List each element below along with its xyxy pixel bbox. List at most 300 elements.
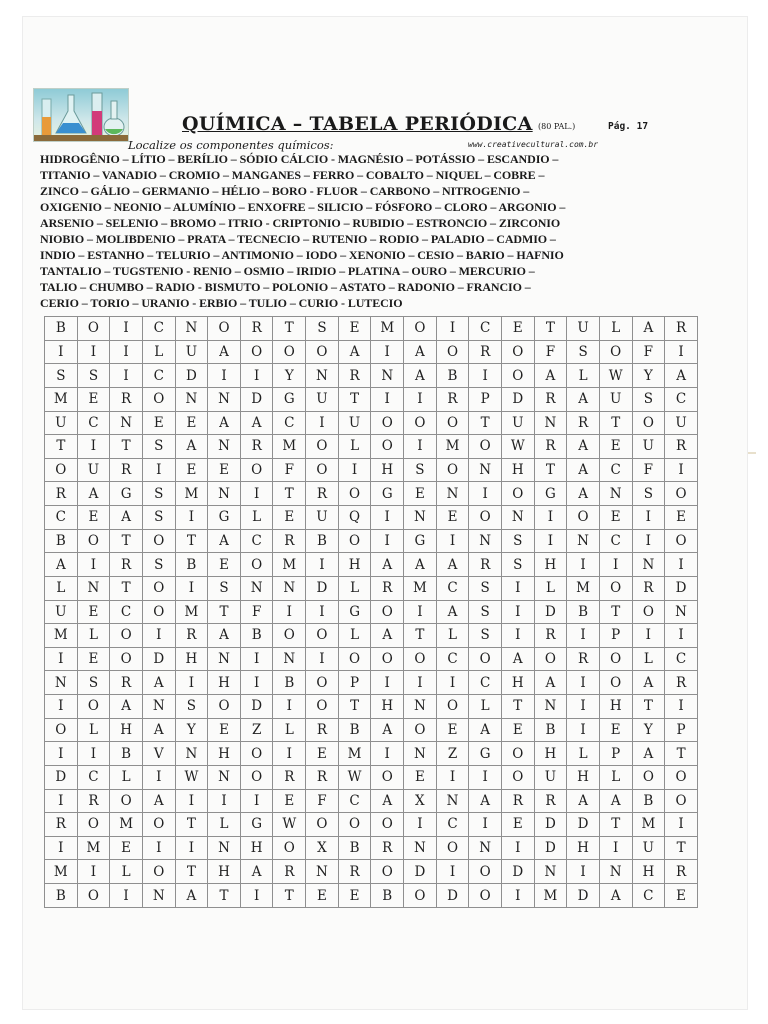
grid-cell[interactable]: N	[208, 765, 241, 789]
grid-cell[interactable]: G	[110, 482, 143, 506]
grid-cell[interactable]: E	[77, 387, 110, 411]
grid-cell[interactable]: I	[273, 695, 306, 719]
grid-cell[interactable]: R	[534, 387, 567, 411]
grid-cell[interactable]: R	[567, 411, 600, 435]
grid-cell[interactable]: O	[404, 718, 437, 742]
grid-cell[interactable]: O	[599, 671, 632, 695]
grid-cell[interactable]: R	[665, 860, 698, 884]
grid-cell[interactable]: B	[45, 317, 78, 341]
grid-cell[interactable]: O	[501, 742, 534, 766]
grid-cell[interactable]: R	[371, 836, 404, 860]
grid-cell[interactable]: R	[338, 860, 371, 884]
grid-cell[interactable]: M	[45, 624, 78, 648]
grid-cell[interactable]: H	[567, 765, 600, 789]
grid-cell[interactable]: E	[599, 435, 632, 459]
grid-cell[interactable]: H	[632, 860, 665, 884]
grid-cell[interactable]: A	[404, 364, 437, 388]
grid-cell[interactable]: O	[371, 600, 404, 624]
grid-cell[interactable]: H	[371, 695, 404, 719]
grid-cell[interactable]: I	[371, 529, 404, 553]
grid-cell[interactable]: L	[273, 718, 306, 742]
grid-cell[interactable]: I	[534, 529, 567, 553]
grid-cell[interactable]: I	[665, 340, 698, 364]
grid-cell[interactable]: I	[45, 647, 78, 671]
grid-cell[interactable]: O	[77, 317, 110, 341]
grid-cell[interactable]: I	[371, 742, 404, 766]
grid-cell[interactable]: Y	[632, 364, 665, 388]
grid-cell[interactable]: O	[142, 860, 175, 884]
grid-cell[interactable]: I	[665, 458, 698, 482]
grid-cell[interactable]: L	[436, 624, 469, 648]
grid-cell[interactable]: O	[371, 813, 404, 837]
grid-cell[interactable]: I	[567, 553, 600, 577]
grid-cell[interactable]: R	[77, 789, 110, 813]
grid-cell[interactable]: A	[632, 671, 665, 695]
grid-cell[interactable]: C	[142, 317, 175, 341]
grid-cell[interactable]: A	[77, 482, 110, 506]
grid-cell[interactable]: A	[208, 529, 241, 553]
grid-cell[interactable]: O	[338, 529, 371, 553]
grid-cell[interactable]: I	[632, 506, 665, 530]
grid-cell[interactable]: O	[338, 813, 371, 837]
grid-cell[interactable]: O	[469, 435, 502, 459]
grid-cell[interactable]: R	[110, 553, 143, 577]
grid-cell[interactable]: T	[534, 317, 567, 341]
grid-cell[interactable]: A	[142, 789, 175, 813]
grid-cell[interactable]: O	[404, 884, 437, 908]
grid-cell[interactable]: W	[501, 435, 534, 459]
grid-cell[interactable]: U	[306, 387, 339, 411]
grid-cell[interactable]: M	[338, 742, 371, 766]
grid-cell[interactable]: A	[567, 387, 600, 411]
grid-cell[interactable]: C	[469, 317, 502, 341]
grid-cell[interactable]: A	[599, 884, 632, 908]
grid-cell[interactable]: F	[632, 340, 665, 364]
grid-cell[interactable]: A	[371, 553, 404, 577]
grid-cell[interactable]: G	[240, 813, 273, 837]
grid-cell[interactable]: F	[273, 458, 306, 482]
grid-cell[interactable]: U	[501, 411, 534, 435]
grid-cell[interactable]: L	[45, 576, 78, 600]
grid-cell[interactable]: O	[273, 340, 306, 364]
grid-cell[interactable]: R	[534, 624, 567, 648]
grid-cell[interactable]: W	[599, 364, 632, 388]
grid-cell[interactable]: T	[632, 695, 665, 719]
grid-cell[interactable]: S	[142, 435, 175, 459]
grid-cell[interactable]: U	[306, 506, 339, 530]
grid-cell[interactable]: A	[142, 718, 175, 742]
grid-cell[interactable]: B	[436, 364, 469, 388]
grid-cell[interactable]: D	[404, 860, 437, 884]
grid-cell[interactable]: O	[306, 435, 339, 459]
grid-cell[interactable]: M	[175, 600, 208, 624]
grid-cell[interactable]: O	[534, 647, 567, 671]
grid-cell[interactable]: A	[665, 364, 698, 388]
grid-cell[interactable]: L	[469, 695, 502, 719]
grid-cell[interactable]: I	[436, 860, 469, 884]
grid-cell[interactable]: A	[567, 789, 600, 813]
grid-cell[interactable]: E	[208, 458, 241, 482]
grid-cell[interactable]: E	[338, 884, 371, 908]
grid-cell[interactable]: G	[208, 506, 241, 530]
grid-cell[interactable]: A	[142, 671, 175, 695]
grid-cell[interactable]: R	[306, 482, 339, 506]
grid-cell[interactable]: U	[338, 411, 371, 435]
grid-cell[interactable]: R	[175, 624, 208, 648]
grid-cell[interactable]: F	[632, 458, 665, 482]
grid-cell[interactable]: G	[469, 742, 502, 766]
grid-cell[interactable]: O	[436, 836, 469, 860]
grid-cell[interactable]: O	[501, 340, 534, 364]
grid-cell[interactable]: A	[175, 435, 208, 459]
grid-cell[interactable]: R	[338, 364, 371, 388]
grid-cell[interactable]: N	[534, 695, 567, 719]
grid-cell[interactable]: R	[273, 529, 306, 553]
grid-cell[interactable]: I	[371, 671, 404, 695]
grid-cell[interactable]: L	[534, 576, 567, 600]
grid-cell[interactable]: I	[110, 317, 143, 341]
grid-cell[interactable]: L	[77, 718, 110, 742]
grid-cell[interactable]: I	[240, 789, 273, 813]
grid-cell[interactable]: S	[77, 364, 110, 388]
grid-cell[interactable]: C	[77, 765, 110, 789]
grid-cell[interactable]: H	[208, 860, 241, 884]
grid-cell[interactable]: A	[208, 624, 241, 648]
grid-cell[interactable]: O	[436, 458, 469, 482]
grid-cell[interactable]: E	[665, 884, 698, 908]
grid-cell[interactable]: B	[567, 600, 600, 624]
grid-cell[interactable]: X	[306, 836, 339, 860]
grid-cell[interactable]: I	[404, 387, 437, 411]
grid-cell[interactable]: I	[45, 789, 78, 813]
grid-cell[interactable]: N	[567, 529, 600, 553]
grid-cell[interactable]: I	[306, 553, 339, 577]
grid-cell[interactable]: V	[142, 742, 175, 766]
grid-cell[interactable]: U	[45, 411, 78, 435]
grid-cell[interactable]: R	[110, 458, 143, 482]
grid-cell[interactable]: U	[632, 836, 665, 860]
grid-cell[interactable]: G	[404, 529, 437, 553]
grid-cell[interactable]: O	[404, 317, 437, 341]
grid-cell[interactable]: O	[665, 765, 698, 789]
grid-cell[interactable]: T	[338, 695, 371, 719]
grid-cell[interactable]: O	[273, 836, 306, 860]
grid-cell[interactable]: T	[599, 600, 632, 624]
grid-cell[interactable]: B	[534, 718, 567, 742]
grid-cell[interactable]: L	[208, 813, 241, 837]
grid-cell[interactable]: O	[371, 860, 404, 884]
grid-cell[interactable]: I	[404, 671, 437, 695]
grid-cell[interactable]: I	[567, 624, 600, 648]
grid-cell[interactable]: A	[436, 553, 469, 577]
grid-cell[interactable]: A	[208, 340, 241, 364]
grid-cell[interactable]: O	[240, 742, 273, 766]
grid-cell[interactable]: R	[240, 317, 273, 341]
grid-cell[interactable]: O	[240, 458, 273, 482]
grid-cell[interactable]: S	[501, 553, 534, 577]
grid-cell[interactable]: F	[534, 340, 567, 364]
grid-cell[interactable]: A	[632, 742, 665, 766]
grid-cell[interactable]: N	[240, 576, 273, 600]
grid-cell[interactable]: S	[469, 576, 502, 600]
grid-cell[interactable]: I	[371, 506, 404, 530]
grid-cell[interactable]: I	[110, 364, 143, 388]
grid-cell[interactable]: U	[534, 765, 567, 789]
grid-cell[interactable]: C	[665, 387, 698, 411]
grid-cell[interactable]: O	[469, 506, 502, 530]
grid-cell[interactable]: A	[534, 364, 567, 388]
grid-cell[interactable]: S	[632, 387, 665, 411]
grid-cell[interactable]: O	[45, 458, 78, 482]
grid-cell[interactable]: R	[632, 576, 665, 600]
grid-cell[interactable]: I	[77, 435, 110, 459]
grid-cell[interactable]: R	[469, 553, 502, 577]
grid-cell[interactable]: W	[338, 765, 371, 789]
grid-cell[interactable]: R	[567, 647, 600, 671]
grid-cell[interactable]: I	[45, 340, 78, 364]
grid-cell[interactable]: C	[436, 576, 469, 600]
grid-cell[interactable]: I	[371, 340, 404, 364]
grid-cell[interactable]: I	[501, 624, 534, 648]
grid-cell[interactable]: I	[110, 340, 143, 364]
grid-cell[interactable]: O	[469, 647, 502, 671]
grid-cell[interactable]: A	[208, 411, 241, 435]
grid-cell[interactable]: U	[567, 317, 600, 341]
grid-cell[interactable]: A	[175, 884, 208, 908]
grid-cell[interactable]: H	[534, 553, 567, 577]
grid-cell[interactable]: I	[469, 765, 502, 789]
grid-cell[interactable]: I	[501, 836, 534, 860]
grid-cell[interactable]: I	[240, 884, 273, 908]
grid-cell[interactable]: I	[273, 742, 306, 766]
grid-cell[interactable]: D	[175, 364, 208, 388]
grid-cell[interactable]: N	[175, 387, 208, 411]
grid-cell[interactable]: M	[273, 553, 306, 577]
grid-cell[interactable]: L	[142, 340, 175, 364]
grid-cell[interactable]: C	[436, 813, 469, 837]
grid-cell[interactable]: E	[306, 884, 339, 908]
grid-cell[interactable]: R	[306, 718, 339, 742]
grid-cell[interactable]: A	[371, 718, 404, 742]
grid-cell[interactable]: I	[77, 340, 110, 364]
grid-cell[interactable]: A	[469, 718, 502, 742]
grid-cell[interactable]: E	[77, 506, 110, 530]
grid-cell[interactable]: I	[142, 836, 175, 860]
grid-cell[interactable]: O	[240, 765, 273, 789]
grid-cell[interactable]: R	[665, 671, 698, 695]
grid-cell[interactable]: X	[404, 789, 437, 813]
grid-cell[interactable]: H	[501, 671, 534, 695]
grid-cell[interactable]: H	[208, 671, 241, 695]
grid-cell[interactable]: B	[110, 742, 143, 766]
grid-cell[interactable]: A	[110, 506, 143, 530]
grid-cell[interactable]: D	[501, 860, 534, 884]
grid-cell[interactable]: M	[436, 435, 469, 459]
grid-cell[interactable]: R	[306, 765, 339, 789]
grid-cell[interactable]: I	[240, 364, 273, 388]
grid-cell[interactable]: B	[306, 529, 339, 553]
grid-cell[interactable]: L	[77, 624, 110, 648]
grid-cell[interactable]: O	[77, 695, 110, 719]
grid-cell[interactable]: R	[110, 671, 143, 695]
grid-cell[interactable]: N	[436, 482, 469, 506]
grid-cell[interactable]: N	[371, 364, 404, 388]
grid-cell[interactable]: O	[273, 624, 306, 648]
grid-cell[interactable]: Y	[632, 718, 665, 742]
grid-cell[interactable]: C	[665, 647, 698, 671]
grid-cell[interactable]: T	[175, 813, 208, 837]
grid-cell[interactable]: I	[501, 576, 534, 600]
grid-cell[interactable]: F	[240, 600, 273, 624]
grid-cell[interactable]: S	[175, 695, 208, 719]
grid-cell[interactable]: A	[404, 340, 437, 364]
grid-cell[interactable]: B	[45, 529, 78, 553]
grid-cell[interactable]: E	[599, 506, 632, 530]
grid-cell[interactable]: I	[599, 836, 632, 860]
grid-cell[interactable]: I	[469, 482, 502, 506]
grid-cell[interactable]: I	[665, 624, 698, 648]
grid-cell[interactable]: I	[77, 860, 110, 884]
grid-cell[interactable]: T	[175, 860, 208, 884]
grid-cell[interactable]: C	[436, 647, 469, 671]
grid-cell[interactable]: I	[77, 553, 110, 577]
grid-cell[interactable]: O	[306, 340, 339, 364]
grid-cell[interactable]: N	[273, 647, 306, 671]
grid-cell[interactable]: N	[175, 317, 208, 341]
grid-cell[interactable]: N	[665, 600, 698, 624]
grid-cell[interactable]: T	[599, 411, 632, 435]
grid-cell[interactable]: I	[208, 789, 241, 813]
grid-cell[interactable]: T	[45, 435, 78, 459]
grid-cell[interactable]: E	[110, 836, 143, 860]
grid-cell[interactable]: N	[208, 836, 241, 860]
grid-cell[interactable]: N	[534, 860, 567, 884]
grid-cell[interactable]: I	[338, 458, 371, 482]
grid-cell[interactable]: A	[534, 671, 567, 695]
grid-cell[interactable]: R	[273, 765, 306, 789]
grid-cell[interactable]: N	[208, 647, 241, 671]
grid-cell[interactable]: D	[436, 884, 469, 908]
grid-cell[interactable]: O	[371, 765, 404, 789]
grid-cell[interactable]: E	[77, 647, 110, 671]
grid-cell[interactable]: O	[142, 529, 175, 553]
grid-cell[interactable]: D	[567, 884, 600, 908]
grid-cell[interactable]: R	[665, 435, 698, 459]
grid-cell[interactable]: A	[632, 317, 665, 341]
grid-cell[interactable]: E	[208, 718, 241, 742]
grid-cell[interactable]: O	[501, 364, 534, 388]
grid-cell[interactable]: O	[599, 647, 632, 671]
grid-cell[interactable]: R	[240, 435, 273, 459]
grid-cell[interactable]: A	[371, 624, 404, 648]
grid-cell[interactable]: T	[501, 695, 534, 719]
grid-cell[interactable]: A	[567, 435, 600, 459]
grid-cell[interactable]: S	[208, 576, 241, 600]
grid-cell[interactable]: M	[45, 387, 78, 411]
grid-cell[interactable]: R	[273, 860, 306, 884]
grid-cell[interactable]: I	[142, 624, 175, 648]
grid-cell[interactable]: O	[142, 600, 175, 624]
grid-cell[interactable]: P	[599, 742, 632, 766]
grid-cell[interactable]: T	[665, 742, 698, 766]
grid-cell[interactable]: G	[273, 387, 306, 411]
grid-cell[interactable]: I	[142, 765, 175, 789]
grid-cell[interactable]: E	[436, 718, 469, 742]
grid-cell[interactable]: I	[501, 884, 534, 908]
grid-cell[interactable]: E	[599, 718, 632, 742]
grid-cell[interactable]: T	[534, 458, 567, 482]
grid-cell[interactable]: B	[371, 884, 404, 908]
grid-cell[interactable]: I	[501, 600, 534, 624]
grid-cell[interactable]: T	[208, 884, 241, 908]
grid-cell[interactable]: P	[338, 671, 371, 695]
grid-cell[interactable]: U	[77, 458, 110, 482]
grid-cell[interactable]: R	[436, 387, 469, 411]
grid-cell[interactable]: O	[371, 647, 404, 671]
grid-cell[interactable]: S	[632, 482, 665, 506]
grid-cell[interactable]: S	[142, 482, 175, 506]
grid-cell[interactable]: I	[77, 742, 110, 766]
grid-cell[interactable]: L	[599, 765, 632, 789]
grid-cell[interactable]: B	[175, 553, 208, 577]
grid-cell[interactable]: M	[77, 836, 110, 860]
grid-cell[interactable]: H	[599, 695, 632, 719]
grid-cell[interactable]: A	[469, 789, 502, 813]
grid-cell[interactable]: H	[501, 458, 534, 482]
grid-cell[interactable]: N	[77, 576, 110, 600]
grid-cell[interactable]: O	[338, 647, 371, 671]
grid-cell[interactable]: D	[501, 387, 534, 411]
grid-cell[interactable]: I	[665, 553, 698, 577]
grid-cell[interactable]: D	[45, 765, 78, 789]
grid-cell[interactable]: R	[110, 387, 143, 411]
grid-cell[interactable]: W	[175, 765, 208, 789]
grid-cell[interactable]: N	[404, 742, 437, 766]
grid-cell[interactable]: O	[142, 576, 175, 600]
grid-cell[interactable]: S	[77, 671, 110, 695]
grid-cell[interactable]: B	[273, 671, 306, 695]
grid-cell[interactable]: O	[240, 340, 273, 364]
grid-cell[interactable]: U	[599, 387, 632, 411]
grid-cell[interactable]: E	[306, 742, 339, 766]
grid-cell[interactable]: R	[45, 482, 78, 506]
grid-cell[interactable]: A	[501, 647, 534, 671]
grid-cell[interactable]: P	[599, 624, 632, 648]
grid-cell[interactable]: N	[208, 482, 241, 506]
grid-cell[interactable]: E	[436, 506, 469, 530]
grid-cell[interactable]: O	[436, 695, 469, 719]
grid-cell[interactable]: I	[436, 317, 469, 341]
grid-cell[interactable]: I	[240, 671, 273, 695]
grid-cell[interactable]: A	[338, 340, 371, 364]
grid-cell[interactable]: L	[338, 576, 371, 600]
grid-cell[interactable]: N	[632, 553, 665, 577]
grid-cell[interactable]: P	[665, 718, 698, 742]
grid-cell[interactable]: O	[632, 411, 665, 435]
grid-cell[interactable]: H	[534, 742, 567, 766]
grid-cell[interactable]: N	[208, 435, 241, 459]
grid-cell[interactable]: S	[404, 458, 437, 482]
grid-cell[interactable]: I	[175, 576, 208, 600]
grid-cell[interactable]: E	[175, 411, 208, 435]
grid-cell[interactable]: N	[306, 860, 339, 884]
grid-cell[interactable]: I	[436, 671, 469, 695]
grid-cell[interactable]: A	[436, 600, 469, 624]
grid-cell[interactable]: O	[404, 411, 437, 435]
grid-cell[interactable]: S	[142, 553, 175, 577]
grid-cell[interactable]: U	[175, 340, 208, 364]
grid-cell[interactable]: T	[273, 482, 306, 506]
